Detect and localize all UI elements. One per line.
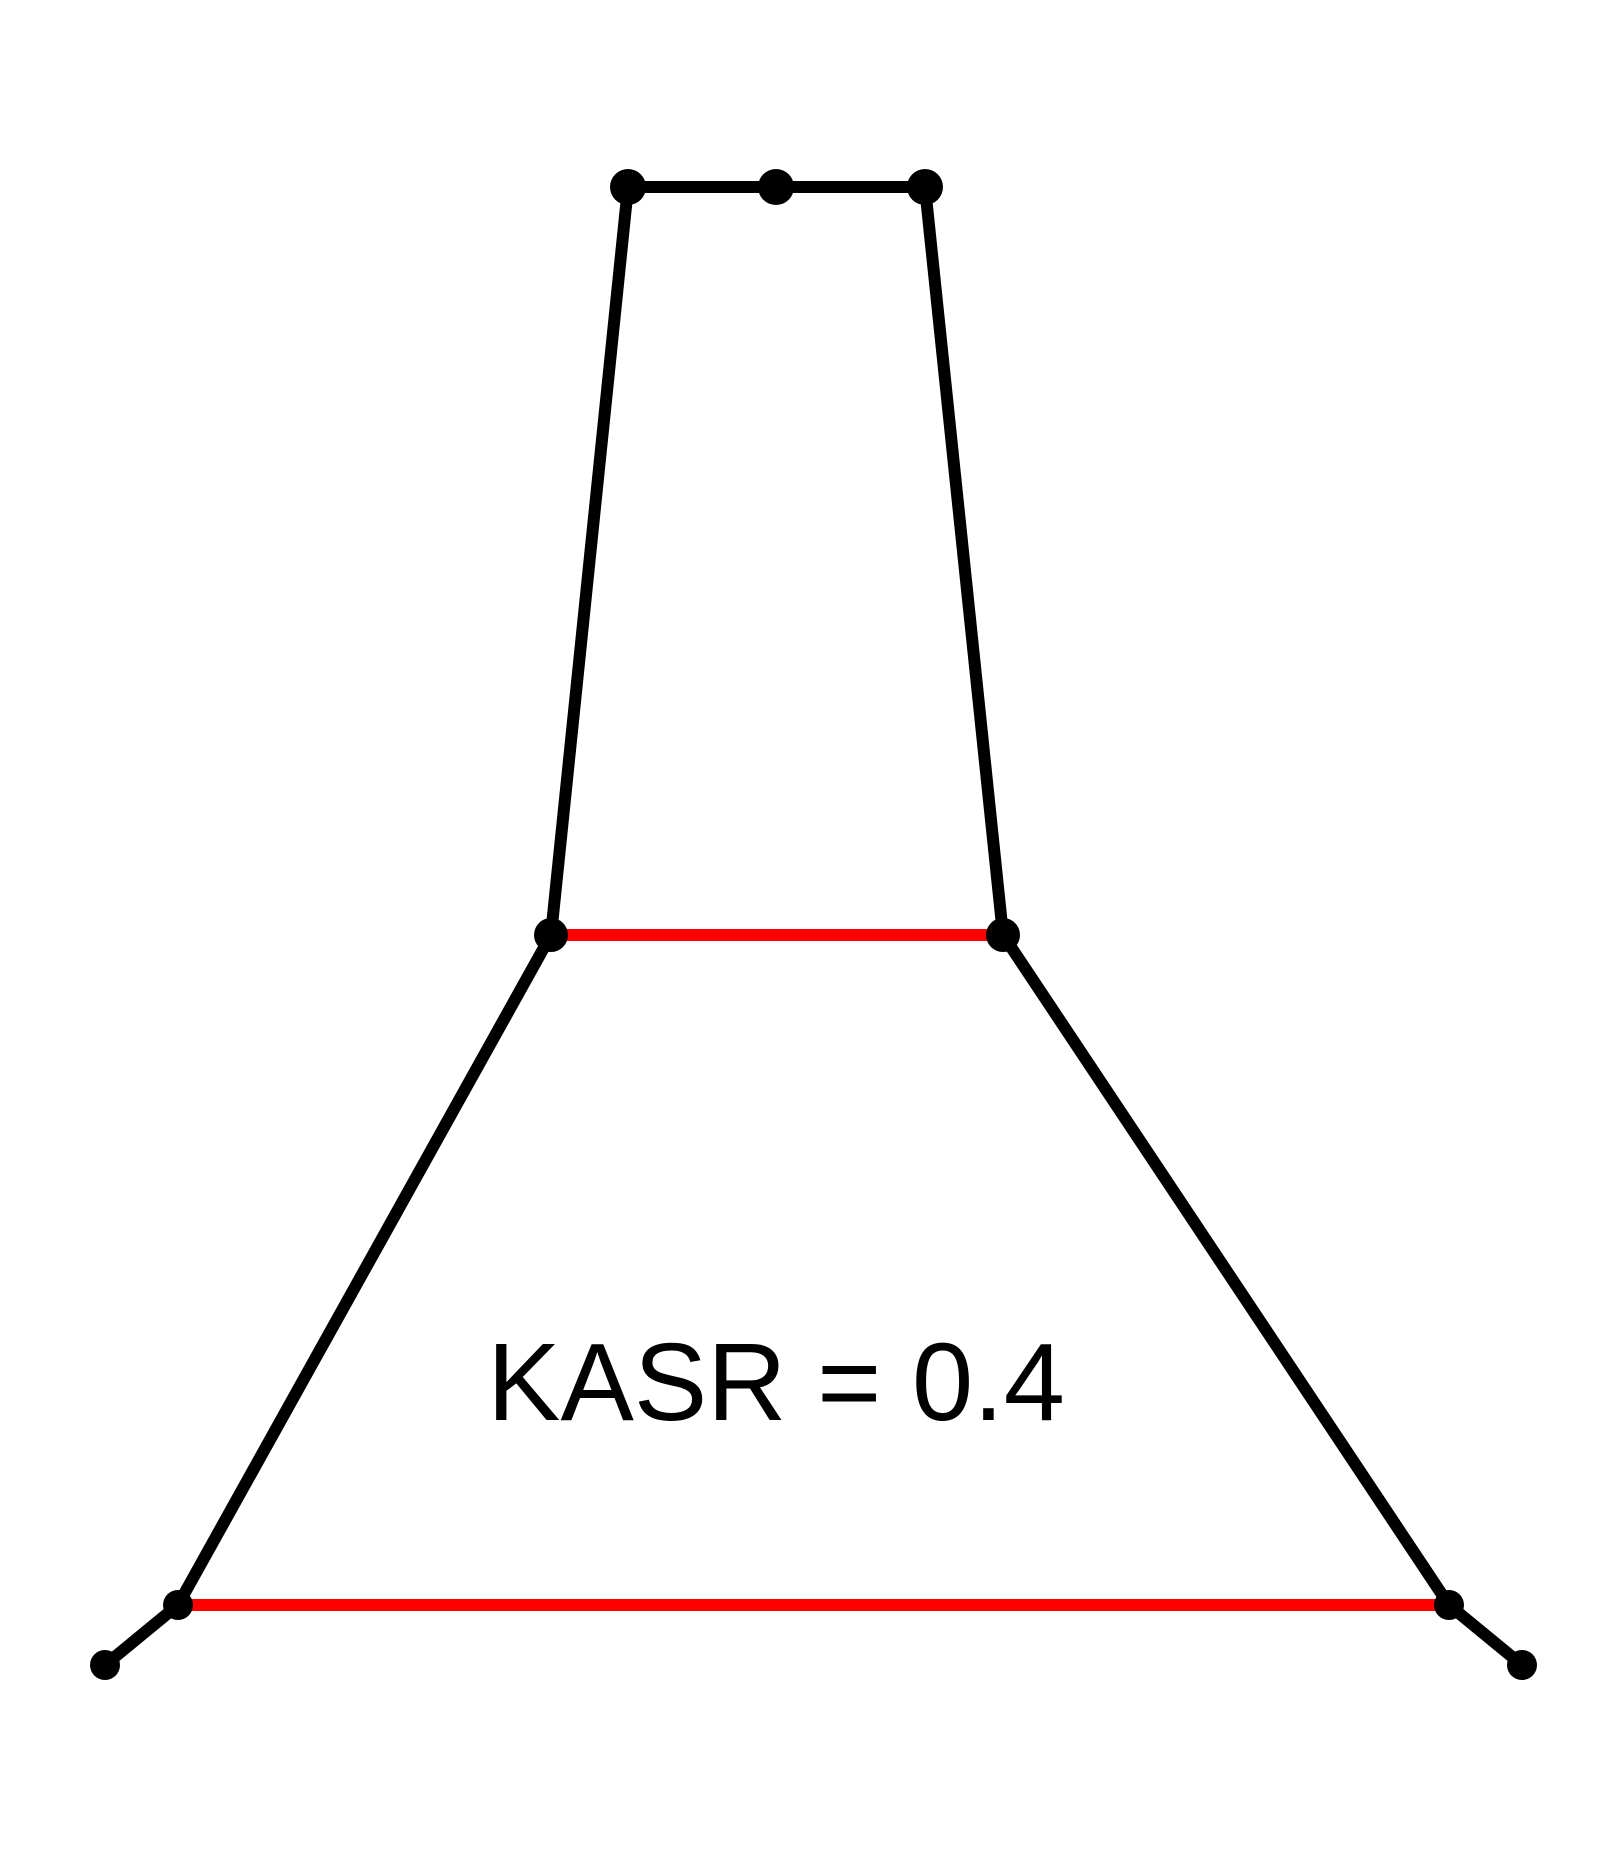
- node-base-left: [163, 1590, 193, 1620]
- node-mid-left: [534, 918, 568, 952]
- kasr-label: KASR = 0.4: [487, 1321, 1065, 1444]
- node-foot-right: [1507, 1650, 1537, 1680]
- node-foot-left: [90, 1650, 120, 1680]
- node-base-right: [1434, 1590, 1464, 1620]
- node-mid-right: [986, 918, 1020, 952]
- node-top-right: [907, 169, 943, 205]
- node-top-left: [610, 169, 646, 205]
- node-top-center: [758, 169, 794, 205]
